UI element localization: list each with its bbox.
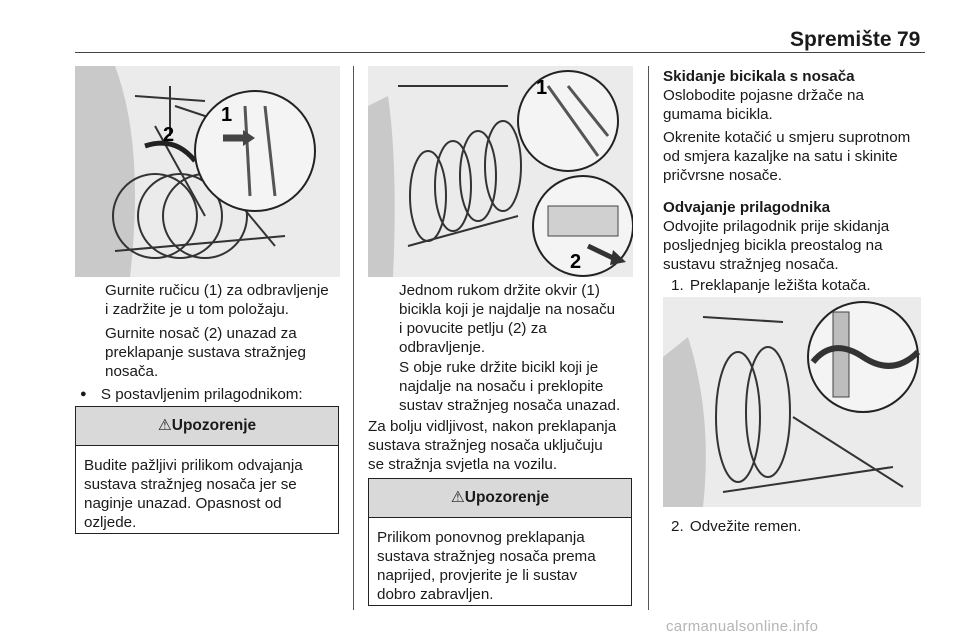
warning-text: Prilikom ponovnog preklapanja sustava stražnjeg nosača prema naprijed, provjerite je li sustav dobro zabravljen. bbox=[377, 529, 596, 603]
page-section-title: Spremište bbox=[790, 28, 892, 51]
warning-box-2 bbox=[368, 478, 632, 606]
warning-header: ⚠Upozorenje bbox=[369, 479, 631, 518]
step-hold-frame: Jednom rukom držite okvir (1) bicikla koji je najdalje na nosaču i povucite petlju (2) za odbravljenje. bbox=[399, 282, 616, 356]
page-number: 79 bbox=[897, 28, 921, 51]
section-heading: Skidanje bicikala s nosača bbox=[663, 68, 855, 85]
figure-callout-2: 2 bbox=[570, 251, 582, 273]
warning-header: ⚠Upozorenje bbox=[76, 407, 338, 446]
warning-box-1 bbox=[75, 406, 339, 534]
list-item-2: 2. Odvežite remen. bbox=[671, 518, 802, 535]
header-rule bbox=[75, 52, 925, 53]
column-divider-1 bbox=[353, 66, 354, 610]
column-divider-2 bbox=[648, 66, 649, 610]
warning-text: Budite pažljivi prilikom odvajanja sustava stražnjeg nosača jer se naginje unazad. Opasnost od ozljede. bbox=[84, 457, 303, 531]
warning-icon: ⚠ bbox=[450, 489, 465, 506]
figure-callout-1: 1 bbox=[536, 77, 548, 99]
figure-callout-1: 1 bbox=[221, 104, 233, 126]
step-fold-back: S obje ruke držite bicikl koji je najdalje na nosaču i preklopite sustav stražnjeg nosača unazad. bbox=[399, 359, 621, 414]
figure-bike-carrier-loop bbox=[368, 66, 633, 277]
watermark: carmanualsonline.info bbox=[666, 618, 819, 635]
step-push-carrier: Gurnite nosač (2) unazad za preklapanje sustava stražnjeg nosača. bbox=[105, 325, 306, 380]
section-detach-adapter: Odvajanje prilagodnika Odvojite prilagodnik prije skidanja posljednjeg bicikla preostalog na sustavu stražnjeg nosača. bbox=[663, 199, 890, 273]
paragraph-turn-knob: Okrenite kotačić u smjeru suprotnom od smjera kazaljke na satu i skinite pričvrsne nosače. bbox=[663, 129, 911, 184]
warning-icon: ⚠ bbox=[157, 417, 172, 434]
section-remove-bikes: Skidanje bicikala s nosača Oslobodite pojasne držače na gumama bicikla. bbox=[663, 68, 864, 123]
figure-bike-carrier-lever bbox=[75, 66, 340, 277]
visibility-paragraph: Za bolju vidljivost, nakon preklapanja sustava stražnjeg nosača uključuju se stražnja svjetla na vozilu. bbox=[368, 418, 617, 473]
list-item-1: 1. Preklapanje ležišta kotača. bbox=[671, 277, 871, 294]
bullet-dot-icon: ● bbox=[80, 388, 87, 400]
bullet-adapter: ● S postavljenim prilagodnikom: bbox=[80, 386, 303, 403]
section-heading: Odvajanje prilagodnika bbox=[663, 199, 831, 216]
figure-wheel-tray bbox=[663, 297, 921, 507]
figure-callout-2: 2 bbox=[163, 124, 175, 146]
step-unlock-lever: Gurnite ručicu (1) za odbravljenje i zadržite je u tom položaju. bbox=[105, 282, 329, 318]
